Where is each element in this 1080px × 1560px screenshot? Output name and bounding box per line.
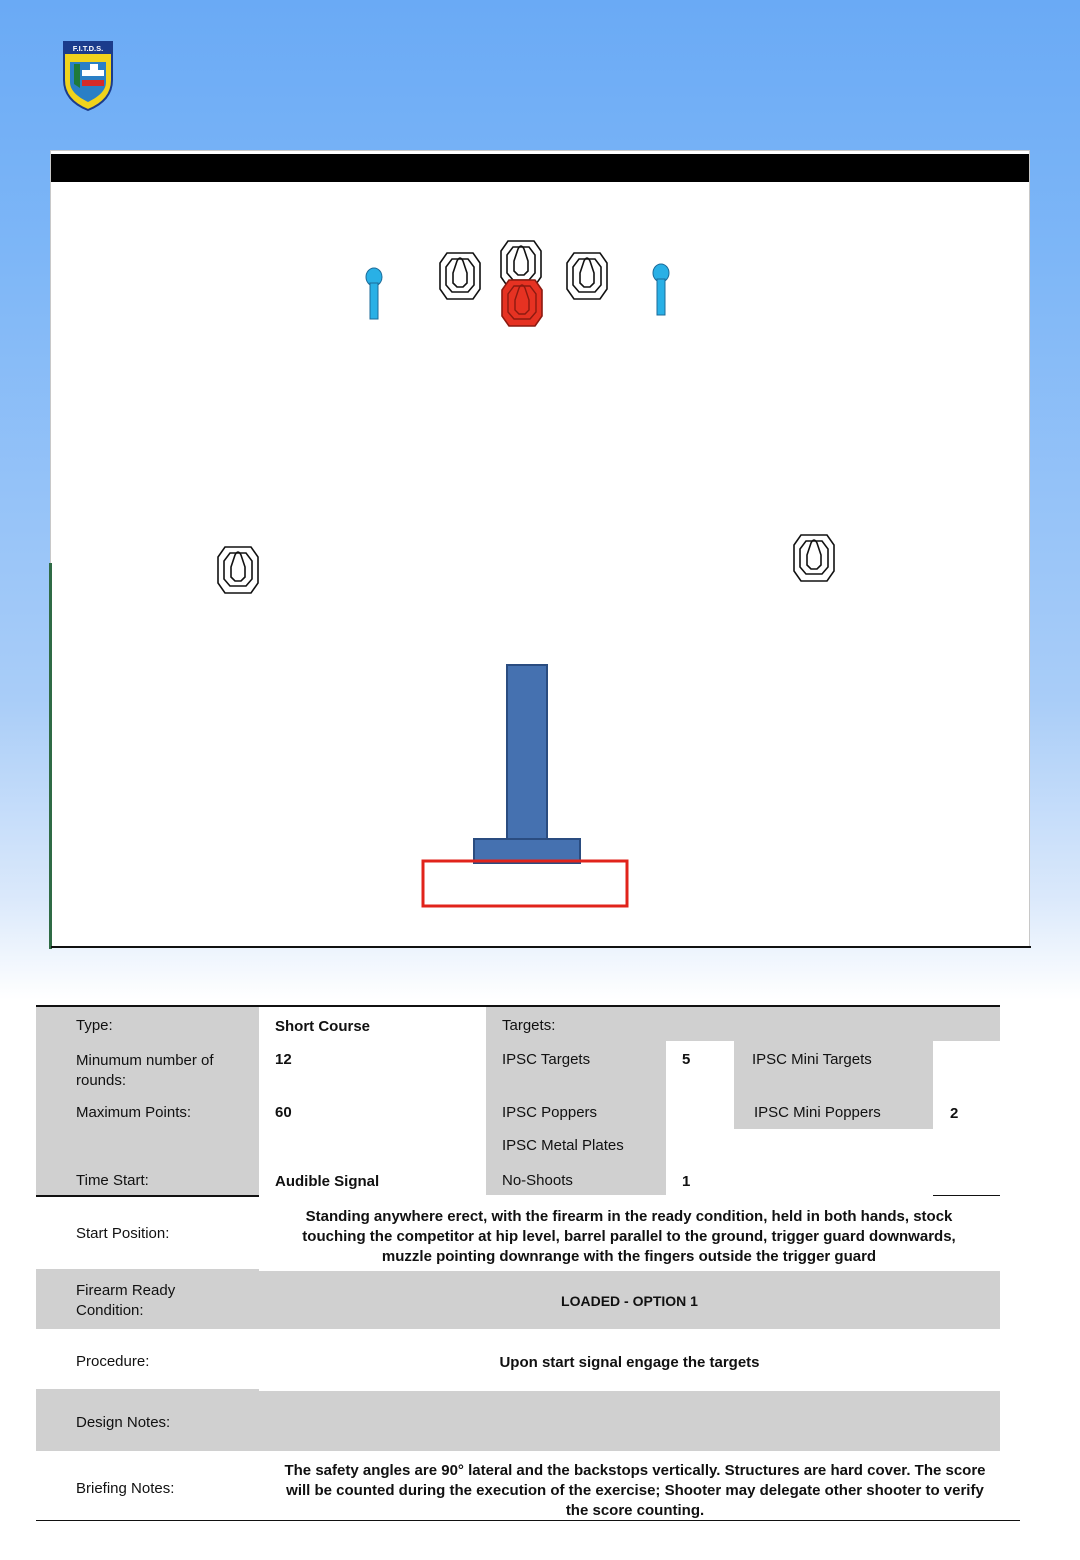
ipsc-targets-label: IPSC Targets bbox=[502, 1051, 591, 1068]
stage-info-table bbox=[36, 1005, 1000, 1523]
procedure-label: Procedure: bbox=[76, 1353, 150, 1370]
design-notes-label: Design Notes: bbox=[76, 1414, 171, 1431]
target-top-right bbox=[567, 253, 607, 299]
no-shoot-target bbox=[502, 280, 542, 326]
ipsc-targets-value: 5 bbox=[682, 1051, 691, 1068]
time-start-label: Time Start: bbox=[76, 1172, 149, 1189]
max-points-value: 60 bbox=[275, 1104, 292, 1121]
stage-diagram bbox=[50, 150, 1030, 948]
label-column-bg bbox=[36, 1007, 259, 1195]
ipsc-mini-poppers-label: IPSC Mini Poppers bbox=[754, 1104, 881, 1121]
separator bbox=[933, 1195, 1000, 1196]
cover-wall-vertical bbox=[507, 665, 547, 843]
briefing-notes-value: The safety angles are 90° lateral and the backstops vertically. Structures are hard cover. The score will be counted during the execution of the exercise; Shooter may delegate other shooter to verify the score counting. bbox=[284, 1462, 986, 1519]
targets-header: Targets: bbox=[502, 1017, 556, 1034]
design-notes-value-bg bbox=[259, 1391, 1000, 1451]
target-top-left bbox=[440, 253, 480, 299]
targets-header-bg bbox=[486, 1007, 1000, 1041]
start-position-label: Start Position: bbox=[76, 1225, 170, 1242]
firearm-ready-label: Firearm Ready Condition: bbox=[76, 1282, 176, 1319]
type-label: Type: bbox=[76, 1017, 113, 1034]
ipsc-poppers-label: IPSC Poppers bbox=[502, 1104, 598, 1121]
time-start-value: Audible Signal bbox=[275, 1173, 380, 1190]
popper-right bbox=[653, 264, 669, 315]
min-rounds-value: 12 bbox=[275, 1051, 292, 1068]
target-side-left bbox=[218, 547, 258, 593]
max-points-label: Maximum Points: bbox=[76, 1104, 192, 1121]
fitds-logo bbox=[62, 40, 114, 112]
ipsc-mini-poppers-value: 2 bbox=[950, 1105, 959, 1122]
separator bbox=[36, 1195, 259, 1197]
stage-drawing bbox=[51, 151, 1031, 949]
procedure-value: Upon start signal engage the targets bbox=[499, 1354, 760, 1371]
no-shoots-label: No-Shoots bbox=[502, 1172, 573, 1189]
shooting-box bbox=[423, 861, 627, 906]
cover-wall-base bbox=[474, 839, 580, 863]
start-position-value: Standing anywhere erect, with the firearm in the ready condition, held in both hands, stock touching the competitor at hip level, barrel parallel to the ground, trigger guard downwards, muzzle pointing downrange with the fingers outside the trigger guard bbox=[302, 1208, 956, 1265]
stage-bottom-border bbox=[51, 946, 1031, 948]
target-side-right bbox=[794, 535, 834, 581]
popper-left bbox=[366, 268, 382, 319]
firearm-ready-value: LOADED - OPTION 1 bbox=[561, 1293, 698, 1309]
ipsc-mini-targets-label: IPSC Mini Targets bbox=[752, 1051, 872, 1068]
logo-text: F.I.T.D.S. bbox=[72, 44, 104, 53]
no-shoots-value: 1 bbox=[682, 1173, 691, 1190]
ipsc-metal-plates-label: IPSC Metal Plates bbox=[502, 1137, 624, 1154]
briefing-notes-label: Briefing Notes: bbox=[76, 1480, 175, 1497]
type-value: Short Course bbox=[275, 1018, 371, 1035]
bottom-rule bbox=[36, 1520, 1020, 1521]
min-rounds-label: Minumum number of rounds: bbox=[76, 1052, 214, 1089]
